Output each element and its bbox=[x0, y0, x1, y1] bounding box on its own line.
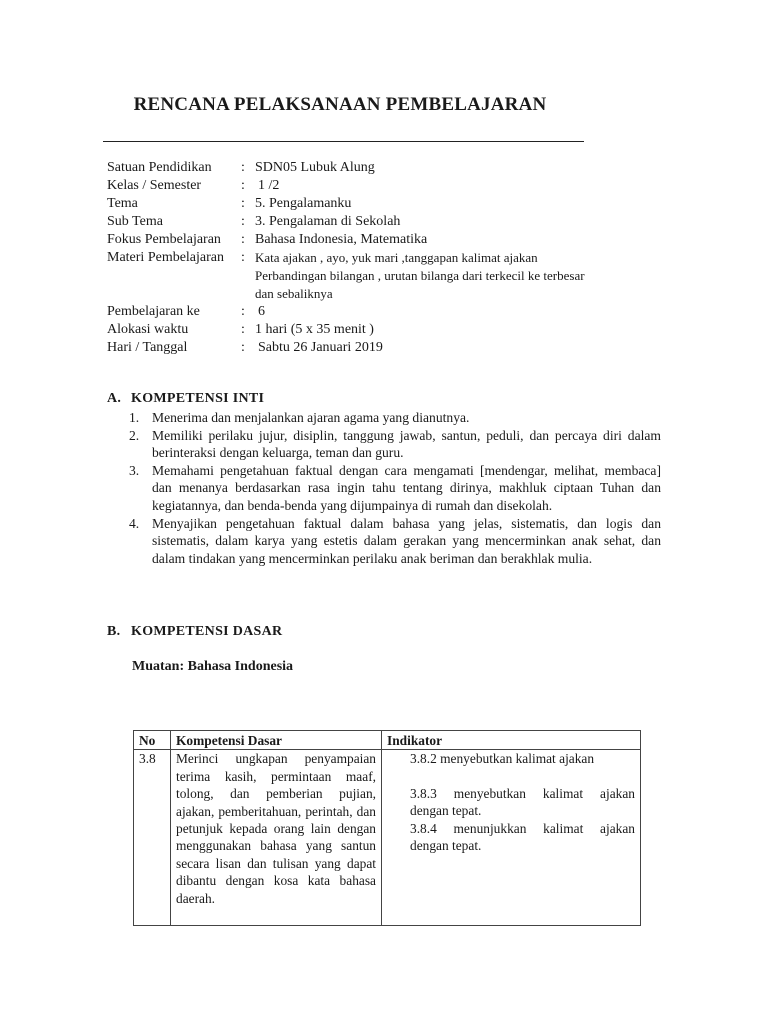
section-title: KOMPETENSI DASAR bbox=[131, 624, 283, 639]
info-value: dan sebaliknya bbox=[255, 286, 333, 301]
indikator-spacer bbox=[410, 768, 635, 785]
list-number: 2. bbox=[129, 427, 140, 443]
kd-text: Merinci ungkapan penyampaian terima kasih, permintaan maaf, tolong, dan pemberian pujian, ajakan, pemberitahuan, perintah, dan petunjuk kepada orang lain dengan menggunakan bahasa yang santun secara lisan dan tulisan yang dapat dibantu dengan kosa kata bahasa daerah. bbox=[176, 751, 376, 906]
info-label: Kelas / Semester bbox=[107, 178, 202, 193]
list-text: Menyajikan pengetahuan faktual dalam bahasa yang jelas, sistematis, dan logis dan sistematis, dalam karya yang estetis dalam gerakan yang mencerminkan anak sehat, dan dalam tindakan yang mencerminkan perilaku anak beriman dan berakhlak mulia. bbox=[152, 515, 661, 566]
info-colon: : bbox=[241, 304, 245, 319]
info-label: Tema bbox=[107, 196, 138, 211]
list-number: 4. bbox=[129, 515, 140, 531]
info-colon: : bbox=[241, 214, 245, 229]
cell-no: 3.8 bbox=[134, 750, 171, 926]
info-colon: : bbox=[241, 232, 245, 247]
info-label: Sub Tema bbox=[107, 214, 163, 229]
info-label: Satuan Pendidikan bbox=[107, 160, 212, 175]
section-a-heading bbox=[107, 391, 264, 407]
info-colon: : bbox=[241, 160, 245, 175]
info-label: Alokasi waktu bbox=[107, 322, 189, 337]
info-colon: : bbox=[241, 250, 245, 265]
list-item bbox=[129, 409, 661, 427]
list-item bbox=[129, 462, 661, 515]
info-value: Sabtu 26 Januari 2019 bbox=[258, 340, 383, 355]
list-number: 3. bbox=[129, 462, 140, 478]
info-value: 1 hari (5 x 35 menit ) bbox=[255, 322, 374, 337]
info-label: Materi Pembelajaran bbox=[107, 250, 225, 265]
section-title: KOMPETENSI INTI bbox=[131, 391, 265, 406]
section-letter: B. bbox=[107, 624, 121, 639]
section-b-heading bbox=[107, 624, 282, 640]
info-label: Fokus Pembelajaran bbox=[107, 232, 221, 247]
list-text: Memiliki perilaku jujur, disiplin, tanggung jawab, santun, peduli, dan percaya diri dalam berinteraksi dengan keluarga, teman dan guru. bbox=[152, 427, 661, 461]
indikator-item: 3.8.4 menunjukkan kalimat ajakan dengan tepat. bbox=[410, 820, 635, 854]
info-colon: : bbox=[241, 322, 245, 337]
info-value: 3. Pengalaman di Sekolah bbox=[255, 214, 401, 229]
kompetensi-dasar-table bbox=[133, 730, 641, 926]
list-text: Memahami pengetahuan faktual dengan cara mengamati [mendengar, melihat, membaca] dan menanya berdasarkan rasa ingin tahu tentang dirinya, makhluk ciptaan Tuhan dan kegiatannya, dan benda-benda yang dijumpainya di rumah dan disekolah. bbox=[152, 462, 661, 513]
header-no: No bbox=[134, 731, 171, 750]
table-row bbox=[134, 750, 641, 926]
list-item bbox=[129, 515, 661, 568]
info-colon: : bbox=[241, 178, 245, 193]
kompetensi-inti-list bbox=[129, 409, 661, 567]
indikator-item: 3.8.3 menyebutkan kalimat ajakan dengan tepat. bbox=[410, 785, 635, 819]
muatan-label: Muatan: Bahasa Indonesia bbox=[132, 659, 294, 674]
cell-indikator bbox=[382, 750, 641, 926]
info-label: Hari / Tanggal bbox=[107, 340, 188, 355]
header-kompetensi-dasar: Kompetensi Dasar bbox=[171, 731, 382, 750]
info-value: Kata ajakan , ayo, yuk mari ,tanggapan kalimat ajakan bbox=[255, 250, 538, 265]
table-header-row bbox=[134, 731, 641, 750]
list-item bbox=[129, 427, 661, 462]
info-value: SDN05 Lubuk Alung bbox=[255, 160, 375, 175]
info-label: Pembelajaran ke bbox=[107, 304, 200, 319]
title-underline bbox=[103, 141, 584, 142]
info-colon: : bbox=[241, 196, 245, 211]
info-value: Perbandingan bilangan , urutan bilanga dari terkecil ke terbesar bbox=[255, 268, 585, 283]
cell-kompetensi-dasar bbox=[171, 750, 382, 926]
document-title: RENCANA PELAKSANAAN PEMBELAJARAN bbox=[133, 94, 547, 115]
info-value: 5. Pengalamanku bbox=[255, 196, 352, 211]
info-value: 6 bbox=[258, 304, 265, 319]
indikator-item: 3.8.2 menyebutkan kalimat ajakan bbox=[410, 751, 595, 767]
list-text: Menerima dan menjalankan ajaran agama yang dianutnya. bbox=[152, 410, 470, 425]
info-colon: : bbox=[241, 340, 245, 355]
header-indikator: Indikator bbox=[382, 731, 641, 750]
list-number: 1. bbox=[129, 410, 140, 425]
info-value: Bahasa Indonesia, Matematika bbox=[255, 232, 428, 247]
info-value: 1 /2 bbox=[258, 178, 280, 193]
section-letter: A. bbox=[107, 391, 122, 406]
